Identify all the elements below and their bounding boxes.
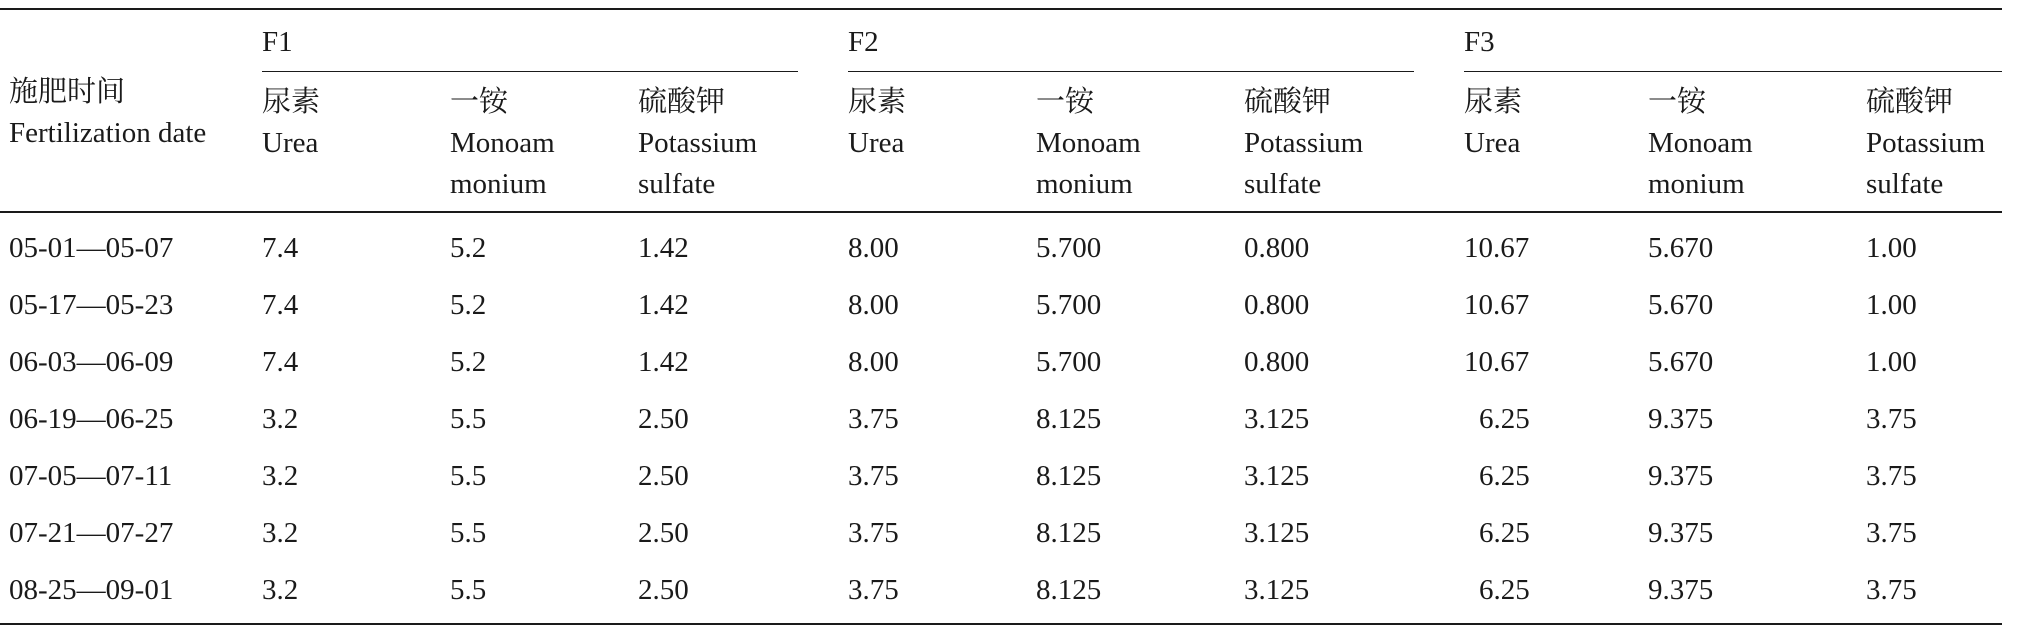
cell-f1-urea: 3.2 — [262, 403, 299, 435]
column-gap — [1414, 391, 1464, 448]
cell-f3-urea: 6.25 — [1479, 403, 1530, 435]
cell-f3-potassium-sulfate: 3.75 — [1866, 517, 1917, 549]
cell-f3-monoammonium: 9.375 — [1648, 517, 1714, 549]
cell-date: 08-25—09-01 — [0, 562, 262, 624]
cell-f2-urea: 8.00 — [848, 232, 899, 264]
cell-f2-potassium-sulfate: 3.125 — [1244, 403, 1310, 435]
cell-f1-potassium-sulfate: 1.42 — [638, 232, 689, 264]
cell-f3-potassium-sulfate: 1.00 — [1866, 289, 1917, 321]
col-header-f2-monoammonium: 一铵 Monoam monium — [1036, 72, 1244, 213]
cell-date: 05-01—05-07 — [9, 232, 174, 264]
cell-date: 06-19—06-25 — [9, 403, 174, 435]
col-header-f1-urea: 尿素 Urea — [262, 72, 450, 213]
group-header-f1: F1 — [262, 9, 798, 72]
table-row — [0, 212, 2002, 277]
column-gap — [1414, 505, 1464, 562]
table-row — [0, 391, 2002, 448]
cell-f3-urea: 6.25 — [1479, 517, 1530, 549]
cell-f3-monoammonium: 9.375 — [1648, 460, 1714, 492]
row-header-fertilization-date — [0, 9, 262, 212]
cell-f3-urea: 6.25 — [1464, 562, 1648, 624]
cell-f2-potassium-sulfate: 0.800 — [1244, 289, 1310, 321]
cell-f2-urea: 3.75 — [848, 403, 899, 435]
cell-f2-monoammonium: 8.125 — [1036, 403, 1102, 435]
cell-f3-monoammonium: 5.670 — [1648, 289, 1714, 321]
cell-f2-monoammonium: 8.125 — [1036, 517, 1102, 549]
cell-f2-urea: 3.75 — [848, 517, 899, 549]
col-header-f2-urea: 尿素 Urea — [848, 72, 1036, 213]
cell-f1-monoammonium: 5.2 — [450, 232, 487, 264]
cell-f2-urea: 3.75 — [848, 460, 899, 492]
cell-f2-urea: 3.75 — [848, 562, 1036, 624]
column-gap — [798, 334, 848, 391]
cell-f1-potassium-sulfate: 2.50 — [638, 517, 689, 549]
cell-f1-urea: 3.2 — [262, 562, 450, 624]
cell-f3-potassium-sulfate: 1.00 — [1866, 346, 1917, 378]
cell-f1-urea: 7.4 — [262, 289, 299, 321]
cell-f2-urea: 8.00 — [848, 346, 899, 378]
column-gap — [798, 212, 848, 277]
cell-f1-monoammonium: 5.2 — [450, 289, 487, 321]
column-gap — [1414, 334, 1464, 391]
column-gap — [798, 505, 848, 562]
cell-f3-potassium-sulfate: 3.75 — [1866, 403, 1917, 435]
cell-date: 06-03—06-09 — [9, 346, 174, 378]
cell-f2-monoammonium: 8.125 — [1036, 562, 1244, 624]
cell-f3-monoammonium: 9.375 — [1648, 403, 1714, 435]
table-body — [0, 212, 2002, 624]
table-row — [0, 505, 2002, 562]
cell-f2-potassium-sulfate: 3.125 — [1244, 562, 1414, 624]
col-header-f1-potassium-sulfate: 硫酸钾 Potassium sulfate — [638, 72, 798, 213]
cell-f1-potassium-sulfate: 1.42 — [638, 346, 689, 378]
cell-f3-urea: 6.25 — [1479, 460, 1530, 492]
cell-f3-monoammonium: 5.670 — [1648, 232, 1714, 264]
cell-f1-potassium-sulfate: 2.50 — [638, 403, 689, 435]
column-gap — [798, 277, 848, 334]
cell-f1-urea: 3.2 — [262, 460, 299, 492]
cell-f3-potassium-sulfate: 1.00 — [1866, 232, 1917, 264]
cell-f3-urea: 10.67 — [1464, 289, 1530, 321]
row-header-en: Fertilization date — [9, 116, 207, 149]
group-header-f2: F2 — [848, 9, 1414, 72]
fertilization-table — [0, 8, 2002, 625]
cell-f3-potassium-sulfate: 3.75 — [1866, 562, 2002, 624]
cell-f2-potassium-sulfate: 0.800 — [1244, 346, 1310, 378]
cell-f2-potassium-sulfate: 3.125 — [1244, 460, 1310, 492]
cell-f3-monoammonium: 5.670 — [1648, 346, 1714, 378]
cell-date: 07-05—07-11 — [9, 460, 173, 492]
cell-f1-monoammonium: 5.5 — [450, 562, 638, 624]
cell-f2-monoammonium: 8.125 — [1036, 460, 1102, 492]
column-gap — [1414, 277, 1464, 334]
cell-f1-potassium-sulfate: 2.50 — [638, 562, 798, 624]
cell-f3-potassium-sulfate: 3.75 — [1866, 460, 1917, 492]
cell-date: 05-17—05-23 — [9, 289, 174, 321]
cell-f2-monoammonium: 5.700 — [1036, 232, 1102, 264]
col-header-f3-potassium-sulfate: 硫酸钾 Potassium sulfate — [1866, 72, 2002, 213]
column-gap — [1414, 212, 1464, 277]
col-header-f1-monoammonium: 一铵 Monoam monium — [450, 72, 638, 213]
col-header-f2-potassium-sulfate: 硫酸钾 Potassium sulfate — [1244, 72, 1414, 213]
group-header-f3: F3 — [1464, 9, 2002, 72]
column-gap — [798, 448, 848, 505]
cell-f1-urea: 7.4 — [262, 346, 299, 378]
column-gap — [798, 391, 848, 448]
col-header-f3-monoammonium: 一铵 Monoam monium — [1648, 72, 1866, 213]
cell-f1-monoammonium: 5.5 — [450, 460, 487, 492]
cell-f3-urea: 10.67 — [1464, 346, 1530, 378]
table-row — [0, 334, 2002, 391]
cell-f1-urea: 3.2 — [262, 517, 299, 549]
cell-date: 07-21—07-27 — [9, 517, 174, 549]
cell-f2-monoammonium: 5.700 — [1036, 346, 1102, 378]
cell-f1-potassium-sulfate: 1.42 — [638, 289, 689, 321]
cell-f1-monoammonium: 5.5 — [450, 517, 487, 549]
col-header-f3-urea: 尿素 Urea — [1464, 72, 1648, 213]
cell-f2-monoammonium: 5.700 — [1036, 289, 1102, 321]
cell-f1-monoammonium: 5.5 — [450, 403, 487, 435]
row-header-zh: 施肥时间 — [9, 75, 126, 108]
cell-f1-potassium-sulfate: 2.50 — [638, 460, 689, 492]
table-row — [0, 448, 2002, 505]
cell-f3-urea: 10.67 — [1464, 232, 1530, 264]
cell-f1-urea: 7.4 — [262, 232, 299, 264]
cell-f2-potassium-sulfate: 0.800 — [1244, 232, 1310, 264]
cell-f2-urea: 8.00 — [848, 289, 899, 321]
cell-f3-monoammonium: 9.375 — [1648, 562, 1866, 624]
column-gap — [1414, 448, 1464, 505]
table-row — [0, 277, 2002, 334]
cell-f2-potassium-sulfate: 3.125 — [1244, 517, 1310, 549]
cell-f1-monoammonium: 5.2 — [450, 346, 487, 378]
